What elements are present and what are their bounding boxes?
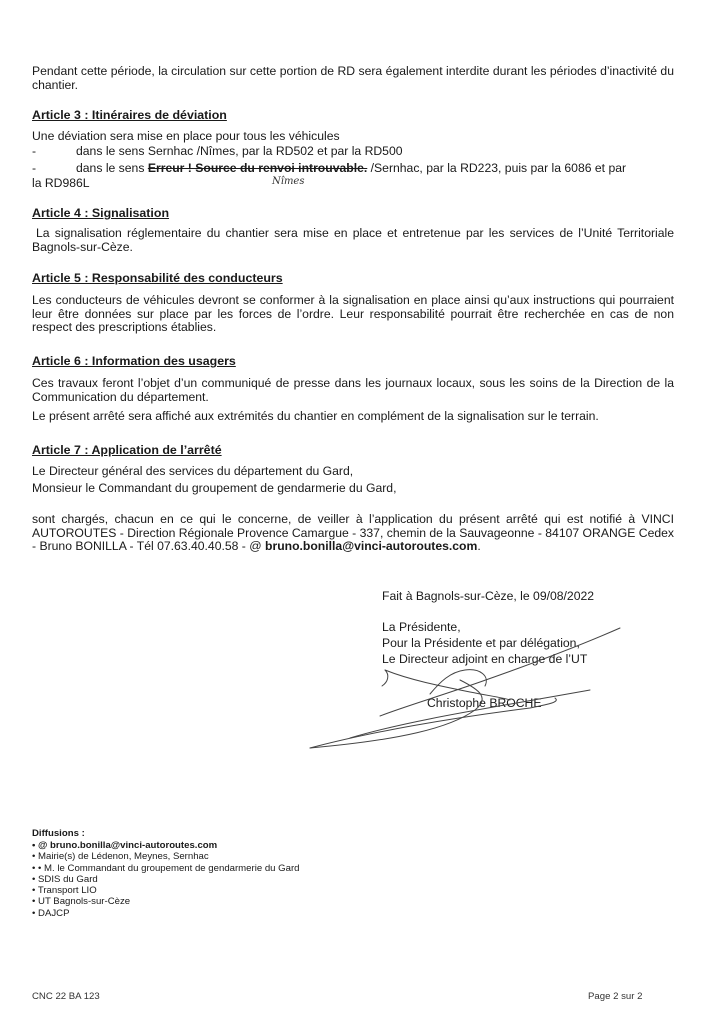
diffusion-item: • Transport LIO	[32, 885, 300, 896]
article-5-heading: Article 5 : Responsabilité des conducteurs	[32, 271, 283, 285]
signature-line-2: Pour la Présidente et par délégation,	[382, 636, 580, 650]
diffusion-item: • Mairie(s) de Lédenon, Meynes, Sernhac	[32, 851, 300, 862]
article-6-heading: Article 6 : Information des usagers	[32, 354, 236, 368]
article-6-text-2: Le présent arrêté sera affiché aux extrémités du chantier en complément de la signalisation sur le terrain.	[32, 409, 599, 423]
article-3-heading: Article 3 : Itinéraires de déviation	[32, 108, 227, 122]
article-7-text-main: sont chargés, chacun en ce qui le concerne, de veiller à l’application du présent arrêté qui est notifié à VINCI AUTOROUTES - Direction Régionale Provence Camargue - 337, chemin de la Sauvageonne - 84107 ORANGE Cedex - Bruno BONILLA - Tél 07.63.40.40.58 - @	[32, 512, 674, 554]
signature-line-3: Le Directeur adjoint en charge de l’UT	[382, 652, 588, 666]
article-7-text-end: .	[477, 539, 481, 554]
detour-item-2-pre: dans le sens	[76, 161, 148, 175]
place-and-date: Fait à Bagnols-sur-Cèze, le 09/08/2022	[382, 589, 595, 603]
detour-item-2-post: /Sernhac, par la RD223, puis par la 6086 et par	[367, 161, 627, 175]
diffusion-item: • DAJCP	[32, 908, 300, 919]
article-7-text	[32, 513, 674, 554]
article-4-heading: Article 4 : Signalisation	[32, 206, 170, 220]
page-number: Page 2 sur 2	[588, 991, 643, 1002]
article-6-text-1: Ces travaux feront l’objet d’un communiqué de presse dans les journaux locaux, sous les soins de la Direction de la Communication du département.	[32, 376, 674, 404]
detour-item-2-continued: la RD986L	[32, 176, 90, 190]
detour-item-1: dans le sens Sernhac /Nîmes, par la RD502 et par la RD500	[76, 144, 403, 158]
diffusion-item: • @ bruno.bonilla@vinci-autoroutes.com	[32, 840, 300, 851]
article-5-text: Les conducteurs de véhicules devront se conformer à la signalisation en place ainsi qu’aux instructions qui pourraient leur être données sur place par les forces de l’ordre. Leur responsabilité pourrait être recherchée en cas de non respect des prescriptions établies.	[32, 293, 674, 335]
diffusion-item: • • M. le Commandant du groupement de gendarmerie du Gard	[32, 863, 300, 874]
handwritten-annotation: Nîmes	[272, 176, 305, 187]
article-7-heading: Article 7 : Application de l’arrêté	[32, 443, 222, 457]
signatory-name: Christophe BROCHE	[427, 696, 542, 710]
notified-email: bruno.bonilla@vinci-autoroutes.com	[265, 539, 478, 554]
article-7-line-1: Le Directeur général des services du département du Gard,	[32, 464, 354, 478]
dash-1: -	[32, 144, 37, 158]
intro-paragraph: Pendant cette période, la circulation sur cette portion de RD sera également interdite durant les périodes d’inactivité du chantier.	[32, 64, 674, 92]
detour-item-2-struck: Erreur ! Source du renvoi introuvable.	[147, 161, 368, 175]
article-7-line-2: Monsieur le Commandant du groupement de gendarmerie du Gard,	[32, 481, 397, 495]
diffusions-title: Diffusions :	[32, 828, 85, 839]
dash-2: -	[32, 161, 37, 175]
diffusion-item: • UT Bagnols-sur-Cèze	[32, 896, 300, 907]
handwritten-signature	[290, 620, 650, 760]
document-reference: CNC 22 BA 123	[32, 991, 100, 1002]
signature-line-1: La Présidente,	[382, 620, 461, 634]
diffusions-list	[32, 840, 300, 919]
detour-item-2	[76, 162, 626, 176]
article-3-line: Une déviation sera mise en place pour tous les véhicules	[32, 129, 340, 143]
diffusion-item: • SDIS du Gard	[32, 874, 300, 885]
article-4-text: La signalisation réglementaire du chantier sera mise en place et entretenue par les services de l’Unité Territoriale Bagnols-sur-Cèze.	[32, 226, 674, 254]
